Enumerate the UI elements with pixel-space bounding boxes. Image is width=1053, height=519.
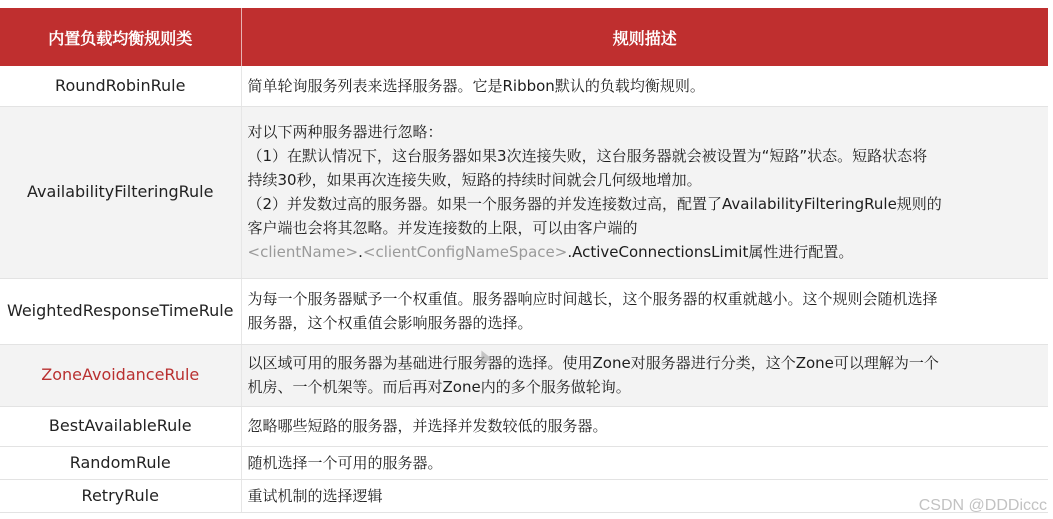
dot-separator: . — [358, 243, 363, 261]
table-row — [0, 446, 1048, 479]
description-line: 为每一个服务器赋予一个权重值。服务器响应时间越长，这个服务器的权重就越小。这个规则会随机选择 — [247, 290, 938, 308]
rule-name: WeightedResponseTimeRule — [0, 278, 241, 344]
table-row — [0, 344, 1048, 406]
header-rule-description: 规则描述 — [241, 8, 1048, 66]
client-name-placeholder: <clientName> — [247, 243, 359, 261]
rule-description — [241, 66, 1048, 106]
description-line: （2）并发数过高的服务器。如果一个服务器的并发连接数过高，配置了AvailabilityFilteringRule规则的 — [247, 195, 942, 213]
header-rule-class: 内置负载均衡规则类 — [0, 8, 241, 66]
rule-name: AvailabilityFilteringRule — [0, 106, 241, 278]
description-line: 机房、一个机架等。而后再对Zone内的多个服务做轮询。 — [247, 378, 631, 396]
table-header-row — [0, 8, 1048, 66]
rule-name: ZoneAvoidanceRule — [0, 344, 241, 406]
rule-description — [241, 278, 1048, 344]
client-config-namespace-placeholder: <clientConfigNameSpace> — [362, 243, 568, 261]
load-balancing-rules-table — [0, 8, 1048, 513]
description-line: 对以下两种服务器进行忽略： — [247, 123, 443, 141]
description-line: 持续30秒，如果再次连接失败，短路的持续时间就会几何级地增加。 — [247, 171, 702, 189]
rule-name: RetryRule — [0, 479, 241, 512]
table-row — [0, 278, 1048, 344]
rule-name: RandomRule — [0, 446, 241, 479]
description-line: （1）在默认情况下，这台服务器如果3次连接失败，这台服务器就会被设置为“短路”状态。短路状态将 — [247, 147, 928, 165]
description-line: 简单轮询服务列表来选择服务器。它是Ribbon默认的负载均衡规则。 — [247, 76, 705, 95]
rule-name: BestAvailableRule — [0, 406, 241, 446]
rules-table-container — [0, 8, 1048, 513]
rule-description — [241, 446, 1048, 479]
description-line — [248, 240, 1041, 264]
rule-description — [241, 106, 1048, 278]
table-row — [0, 66, 1048, 106]
description-line: 以区域可用的服务器为基础进行服务器的选择。使用Zone对服务器进行分类，这个Zone可以理解为一个 — [247, 354, 939, 372]
description-line: 服务器，这个权重值会影响服务器的选择。 — [247, 314, 533, 332]
description-line: 重试机制的选择逻辑 — [247, 486, 383, 505]
table-row — [0, 106, 1048, 278]
table-row — [0, 479, 1048, 512]
rule-name: RoundRobinRule — [0, 66, 241, 106]
table-row — [0, 406, 1048, 446]
description-line: 客户端也会将其忽略。并发连接数的上限，可以由客户端的 — [247, 219, 638, 237]
description-line: 随机选择一个可用的服务器。 — [247, 453, 443, 472]
watermark: CSDN @DDDiccc — [918, 497, 1047, 514]
description-line: 忽略哪些短路的服务器，并选择并发数较低的服务器。 — [247, 417, 608, 435]
config-property-text: .ActiveConnectionsLimit属性进行配置。 — [567, 243, 854, 261]
rule-description — [241, 406, 1048, 446]
rule-description — [241, 344, 1048, 406]
